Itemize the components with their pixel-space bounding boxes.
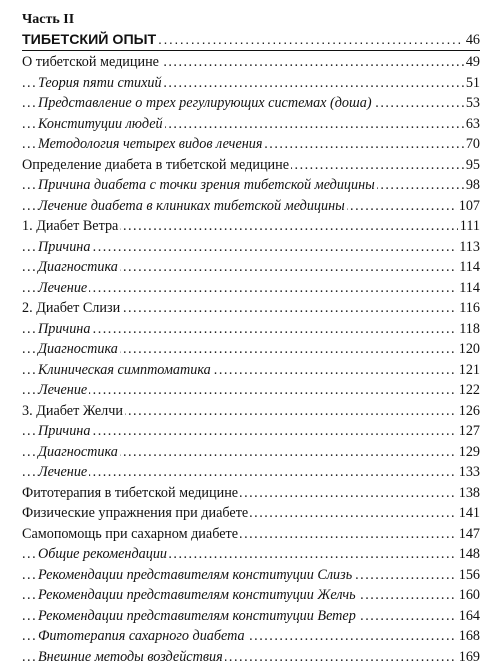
toc-subentry[interactable]: [22, 647, 480, 667]
toc-page-number: 121: [457, 360, 480, 381]
toc-entry-title: 2. Диабет Слизи: [22, 300, 122, 316]
dot-leader: [22, 462, 480, 483]
toc-section-heading[interactable]: [22, 30, 480, 51]
toc-entry-title: Причина: [38, 321, 92, 337]
table-of-contents: [22, 8, 480, 667]
toc-entry-title: Методология четырех видов лечения: [38, 136, 264, 152]
toc-page-number: 129: [457, 442, 480, 463]
toc-subentry[interactable]: [22, 73, 480, 94]
toc-subentry[interactable]: [22, 442, 480, 463]
toc-subentry[interactable]: [22, 421, 480, 442]
toc-subentry[interactable]: [22, 544, 480, 565]
toc-entry-title: Лечение: [38, 464, 89, 480]
toc-page-number: 107: [457, 196, 480, 217]
toc-entry-title: Рекомендации представителям конституции Слизь: [38, 567, 354, 583]
toc-entry[interactable]: [22, 524, 480, 545]
dot-leader: [22, 380, 480, 401]
toc-subentry[interactable]: [22, 585, 480, 606]
toc-subentry[interactable]: [22, 606, 480, 627]
toc-entry-title: Теория пяти стихий: [38, 75, 164, 91]
toc-page-number: 133: [457, 462, 480, 483]
toc-entry-title: Диагностика: [38, 444, 120, 460]
toc-page-number: 120: [457, 339, 480, 360]
toc-entry-title: Внешние методы воздействия: [38, 649, 225, 665]
toc-page-number: 51: [464, 73, 480, 94]
toc-entry[interactable]: [22, 401, 480, 422]
toc-page-number: 111: [458, 216, 480, 237]
toc-subentry[interactable]: [22, 462, 480, 483]
toc-entry-title: 1. Диабет Ветра: [22, 218, 120, 234]
toc-entry-title: Фитотерапия сахарного диабета: [38, 628, 247, 644]
toc-entry-title: Общие рекомендации: [38, 546, 169, 562]
toc-page-number: 114: [457, 278, 480, 299]
toc-subentry[interactable]: [22, 196, 480, 217]
toc-page-number: 126: [457, 401, 480, 422]
toc-page-number: 113: [457, 237, 480, 258]
toc-entry-title: Лечение диабета в клиниках тибетской медицины: [38, 198, 347, 214]
toc-entry-title: Рекомендации представителям конституции Ветер: [38, 608, 358, 624]
toc-page-number: 164: [457, 606, 480, 627]
toc-page-number: 160: [457, 585, 480, 606]
toc-page-number: 49: [464, 52, 480, 73]
toc-page-number: 46: [464, 30, 480, 50]
toc-subentry[interactable]: [22, 114, 480, 135]
toc-subentry[interactable]: [22, 278, 480, 299]
toc-page-number: 116: [457, 298, 480, 319]
toc-entry[interactable]: [22, 298, 480, 319]
toc-entry[interactable]: [22, 52, 480, 73]
toc-subentry[interactable]: [22, 626, 480, 647]
part-label: Часть II: [22, 10, 480, 30]
toc-entry-title: Самопомощь при сахарном диабете: [22, 526, 240, 542]
toc-entry-title: Рекомендации представителям конституции Желчь: [38, 587, 358, 603]
toc-entry-title: Конституции людей: [38, 116, 165, 132]
toc-page-number: 70: [464, 134, 480, 155]
toc-entry-title: О тибетской медицине: [22, 54, 161, 70]
toc-entry[interactable]: [22, 483, 480, 504]
toc-page-number: 156: [457, 565, 480, 586]
toc-entry-title: Лечение: [38, 382, 89, 398]
toc-subentry[interactable]: [22, 237, 480, 258]
toc-page-number: 118: [457, 319, 480, 340]
toc-entry[interactable]: [22, 155, 480, 176]
toc-entry-title: Причина: [38, 423, 92, 439]
toc-subentry[interactable]: [22, 257, 480, 278]
toc-list: [22, 30, 480, 667]
toc-page-number: 127: [457, 421, 480, 442]
toc-page-number: 53: [464, 93, 480, 114]
toc-page-number: 95: [464, 155, 480, 176]
toc-entry-title: Диагностика: [38, 259, 120, 275]
toc-entry-title: Диагностика: [38, 341, 120, 357]
toc-page-number: 147: [457, 524, 480, 545]
toc-entry-title: Представление о трех регулирующих системах (доша): [38, 95, 374, 111]
toc-subentry[interactable]: [22, 565, 480, 586]
toc-page-number: 138: [457, 483, 480, 504]
toc-entry-title: Причина: [38, 239, 92, 255]
toc-entry-title: Фитотерапия в тибетской медицине: [22, 485, 240, 501]
toc-subentry[interactable]: [22, 380, 480, 401]
toc-page-number: 114: [457, 257, 480, 278]
toc-subentry[interactable]: [22, 175, 480, 196]
dot-leader: [22, 278, 480, 299]
toc-entry-title: Лечение: [38, 280, 89, 296]
toc-subentry[interactable]: [22, 360, 480, 381]
toc-page-number: 98: [464, 175, 480, 196]
toc-entry-title: 3. Диабет Желчи: [22, 403, 125, 419]
toc-subentry[interactable]: [22, 134, 480, 155]
toc-entry-title: Определение диабета в тибетской медицине: [22, 157, 291, 173]
toc-entry-title: ТИБЕТСКИЙ ОПЫТ: [22, 32, 158, 48]
toc-entry-title: Клиническая симптоматика: [38, 362, 213, 378]
toc-subentry[interactable]: [22, 319, 480, 340]
toc-entry-title: Физические упражнения при диабете: [22, 505, 250, 521]
toc-entry[interactable]: [22, 216, 480, 237]
toc-page-number: 122: [457, 380, 480, 401]
toc-entry-title: Причина диабета с точки зрения тибетской медицины: [38, 177, 377, 193]
toc-page-number: 148: [457, 544, 480, 565]
toc-subentry[interactable]: [22, 93, 480, 114]
toc-entry[interactable]: [22, 503, 480, 524]
toc-page-number: 63: [464, 114, 480, 135]
toc-page-number: 169: [457, 647, 480, 667]
toc-page-number: 168: [457, 626, 480, 647]
toc-page-number: 141: [457, 503, 480, 524]
toc-subentry[interactable]: [22, 339, 480, 360]
